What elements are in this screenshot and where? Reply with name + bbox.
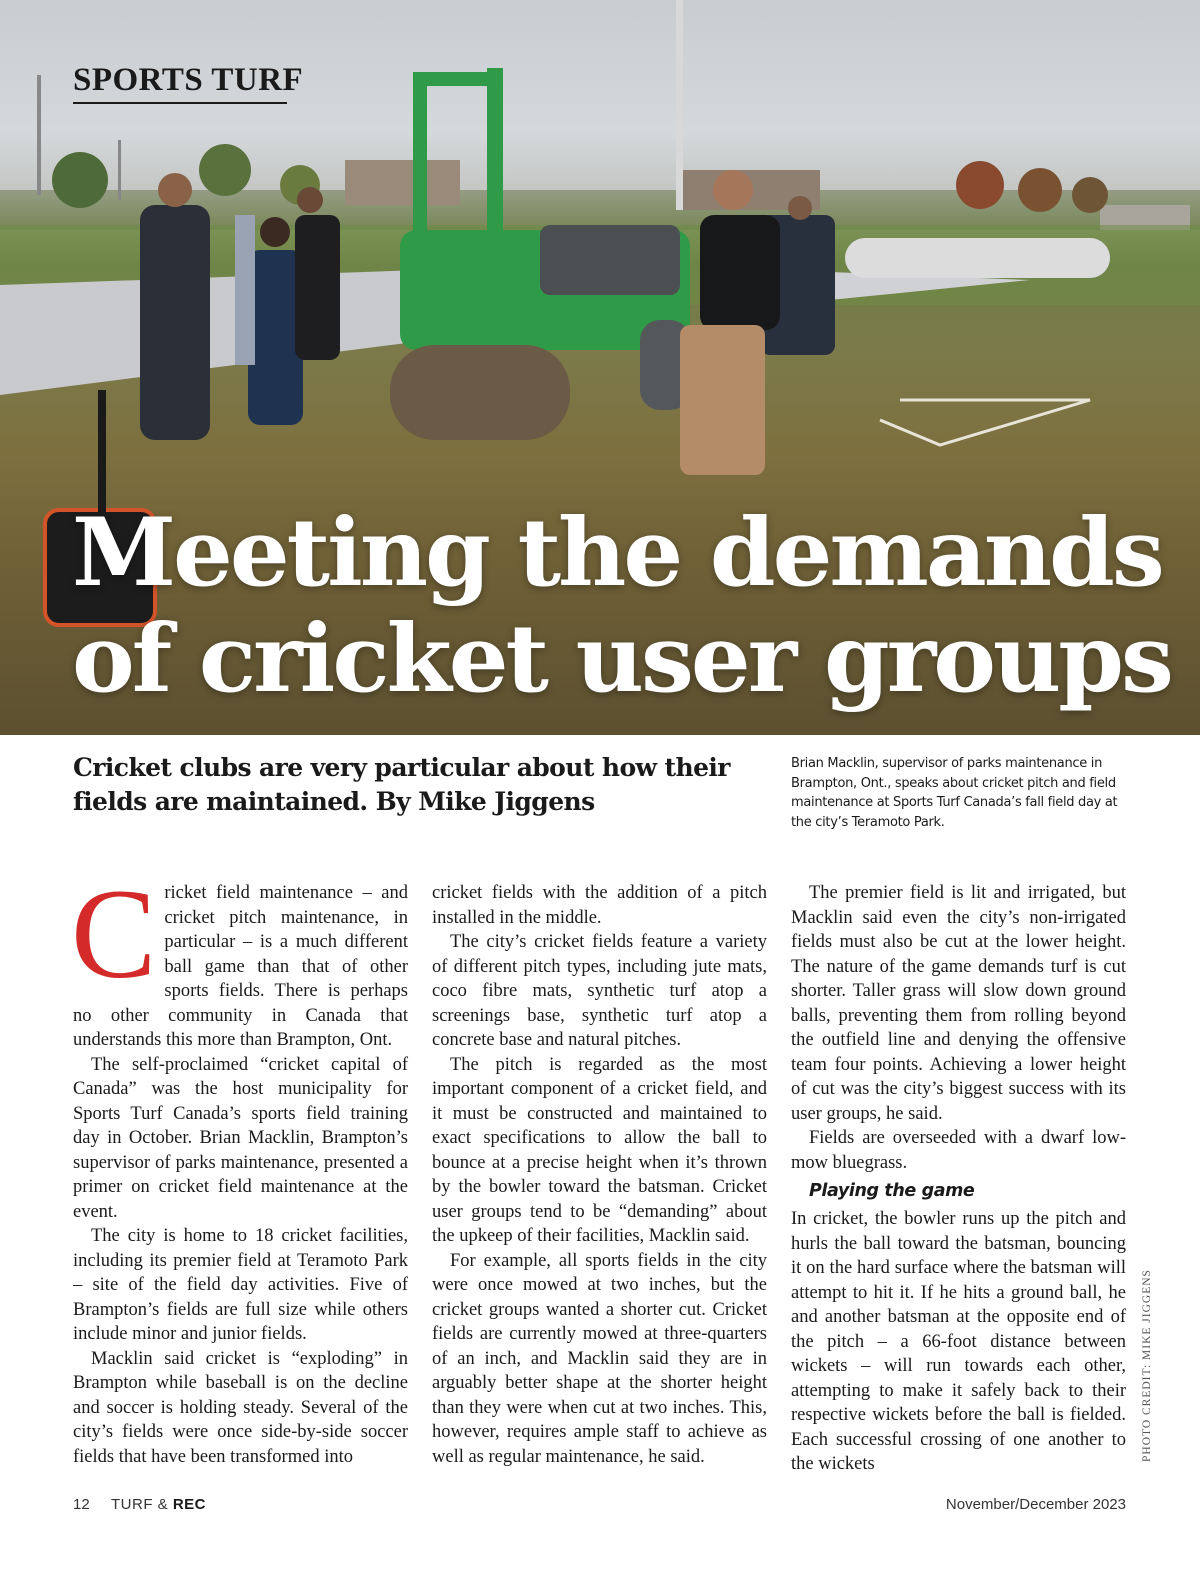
publication-bold: REC [172, 1496, 207, 1513]
paragraph: Macklin said cricket is “exploding” in Brampton while baseball is on the decline and soccer is holding steady. Several of the city’s fields were once side-by-side soccer fields that have been transformed into [73, 1348, 408, 1467]
photo-caption: Brian Macklin, supervisor of parks maintenance in Brampton, Ont., speaks about cricket pitch and field maintenance at Sports Turf Canada’s fall field day at the city’s Teramoto Park. [791, 756, 1118, 830]
publication-prefix: TURF & [111, 1496, 169, 1513]
paragraph: cricket fields with the addition of a pitch installed in the middle. [432, 883, 767, 928]
deck [73, 751, 773, 819]
paragraph: The pitch is regarded as the most important component of a cricket field, and it must be constructed and maintained to exact specifications to allow the ball to bounce at a precise height when it’s thrown by the bowler toward the batsman. Cricket user groups tend to be “demanding” about the upkeep of their facilities, Macklin said. [432, 1054, 767, 1246]
paragraph: For example, all sports fields in the city were once mowed at two inches, but the cricket groups wanted a shorter cut. Cricket fields are currently mowed at three-quarters of an inch, and Macklin said they are in arguably better shape at the shorter height than they were when cut at two inches. This, however, requires ample staff to achieve as well as regular maintenance, he said. [432, 1250, 767, 1467]
paragraph: The city’s cricket fields feature a variety of different pitch types, including jute mats, coco fibre mats, synthetic turf atop a screenings base, synthetic turf atop a concrete base and natural pitches. [432, 932, 767, 1050]
roller-machine-icon [390, 68, 690, 440]
hero-photo [0, 0, 1200, 735]
drop-cap: C [71, 863, 157, 1005]
paragraph: The premier field is lit and irrigated, but Macklin said even the city’s non-irrigated fields must also be cut at the lower height. The nature of the game demands turf is cut shorter. Taller grass will slow down ground balls, preventing them from rolling beyond the outfield line and denying the offensive team four points. Achieving a lower height of cut was the city’s biggest success with its user groups, he said. [791, 883, 1126, 1124]
issue-date: November/December 2023 [945, 1496, 1126, 1513]
paragraph: In cricket, the bowler runs up the pitch and hurls the ball toward the batsman, bouncing it on the hard surface where the batsman will attempt to hit it. If he hits a ground ball, he and another batsman at the opposite end of the pitch – a 66-foot distance between wickets – will run towards each other, attempting to make it safely back to their respective wickets before the ball is fielded. Each successful crossing of one another to the wickets [791, 1209, 1126, 1474]
section-underline [73, 102, 287, 104]
deck-text: Cricket clubs are very particular about how their fields are maintained. [73, 753, 730, 816]
paragraph: Fields are overseeded with a dwarf low-mow bluegrass. [791, 1128, 1126, 1173]
paragraph: ricket field maintenance – and cricket pitch maintenance, in particular – is a much different ball game than that of other sports fields. There is perhaps no other community in Canada that understands this more than Brampton, Ont. [73, 883, 408, 1050]
photo-credit: PHOTO CREDIT: MIKE JIGGENS [1141, 1269, 1153, 1462]
headline: Meeting the demands of cricket user groups [72, 498, 1171, 714]
article-column-2 [432, 881, 767, 1469]
article-column-1 [71, 863, 408, 1469]
article-column-3 [791, 881, 1126, 1477]
paragraph: The self-proclaimed “cricket capital of Canada” was the host municipality for Sports Turf Canada’s sports field training day in October. Brian Macklin, Brampton’s supervisor of parks maintenance, presented a primer on cricket field maintenance at the event. [73, 1054, 408, 1222]
section-label: SPORTS TURF [73, 62, 304, 98]
publication-name [111, 1496, 206, 1513]
paragraph: The city is home to 18 cricket facilities, including its premier field at Teramoto Park – site of the field day activities. Five of Brampton’s fields are full size while others include minor and junior fields. [73, 1226, 408, 1344]
byline: By Mike Jiggens [375, 787, 595, 816]
subhead: Playing the game [809, 1181, 975, 1201]
page-number: 12 [73, 1496, 90, 1513]
